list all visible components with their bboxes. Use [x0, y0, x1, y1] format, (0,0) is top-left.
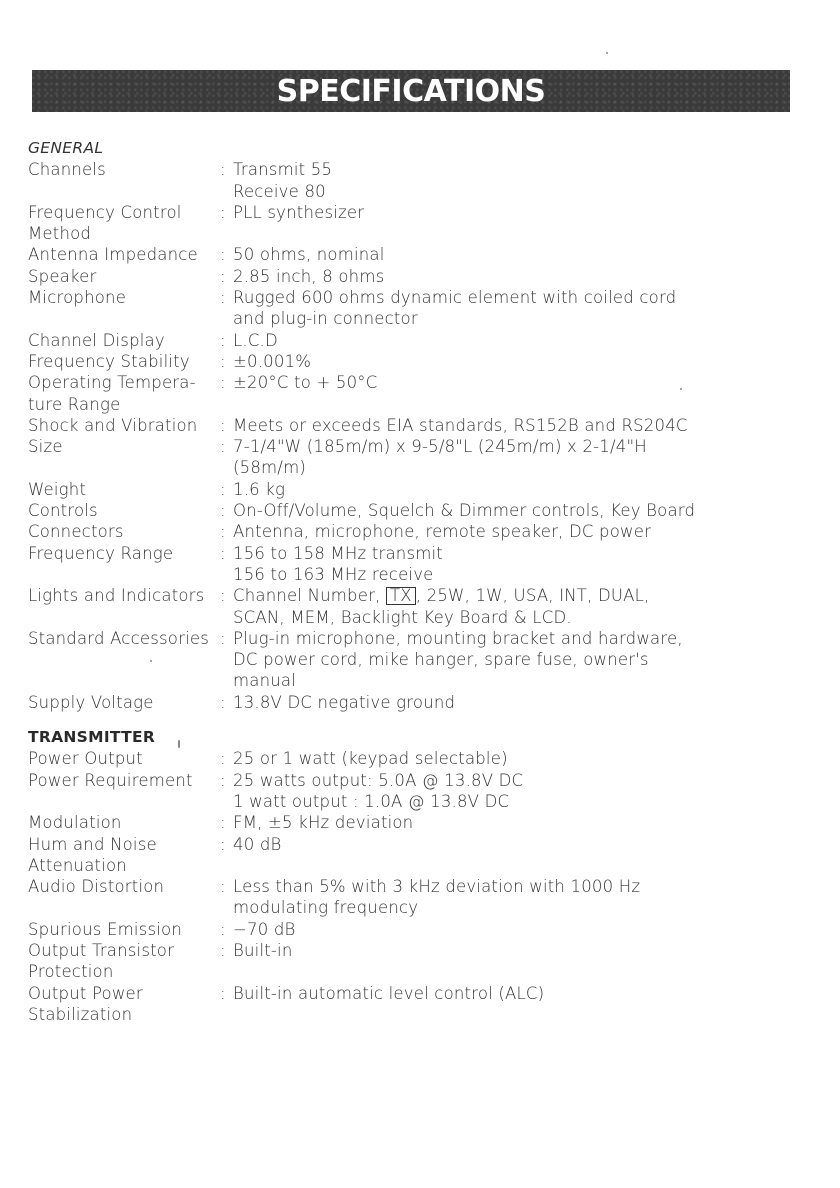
- spec-label-line: Shock and Vibration: [28, 415, 198, 435]
- spec-label-line: Connectors: [28, 522, 124, 542]
- spec-row: [28, 543, 818, 586]
- spec-row: [28, 159, 818, 202]
- spec-label: [28, 415, 220, 436]
- spec-label-line: Stabilization: [28, 1004, 133, 1024]
- spec-separator: :: [220, 813, 226, 833]
- spec-separator: :: [220, 373, 226, 393]
- spec-row: [28, 812, 818, 833]
- section-spacer: [28, 713, 818, 727]
- spec-label: [28, 585, 220, 628]
- spec-separator: :: [220, 749, 226, 769]
- spec-separator: :: [220, 501, 226, 521]
- spec-label-line: Frequency Range: [28, 543, 174, 563]
- spec-value-line: 50 ohms, nominal: [233, 245, 385, 265]
- spec-separator: :: [220, 266, 226, 286]
- spec-row: [28, 436, 818, 479]
- spec-label: [28, 202, 220, 245]
- spec-label-line: Attenuation: [28, 855, 127, 875]
- spec-label-line: Channel Display: [28, 330, 165, 350]
- spec-value: [233, 287, 818, 330]
- spec-value: [233, 748, 818, 769]
- spec-value-line: Built-in: [233, 940, 293, 960]
- spec-label-line: Antenna Impedance: [28, 245, 198, 265]
- spec-value: [233, 415, 818, 436]
- spec-value: [233, 628, 818, 692]
- spec-label-line: Weight: [28, 479, 87, 499]
- spec-label: [28, 628, 220, 692]
- tx-indicator-box: TX: [386, 587, 416, 605]
- spec-label-line: Spurious Emission: [28, 919, 182, 939]
- spec-value-line: Plug-in microphone, mounting bracket and hardware,: [233, 628, 683, 648]
- spec-value-line: 25 watts output: 5.0A @ 13.8V DC: [233, 770, 524, 790]
- spec-separator: :: [220, 692, 226, 712]
- page-title: SPECIFICATIONS: [276, 74, 546, 109]
- spec-value-line: ±20°C to + 50°C: [233, 373, 378, 393]
- spec-row: [28, 834, 818, 877]
- spec-label: [28, 770, 220, 813]
- spec-label-line: Lights and Indicators: [28, 586, 205, 606]
- spec-value-line: modulating frequency: [233, 898, 419, 918]
- spec-label: [28, 244, 220, 265]
- spec-label: [28, 543, 220, 586]
- spec-value: [233, 159, 818, 202]
- spec-row: [28, 500, 818, 521]
- spec-label-line: Standard Accessories: [28, 628, 210, 648]
- spec-value-line: DC power cord, mike hanger, spare fuse, owner's: [233, 650, 649, 670]
- spec-separator: :: [220, 919, 226, 939]
- scan-speck: [150, 660, 152, 662]
- spec-row: [28, 287, 818, 330]
- spec-label: [28, 351, 220, 372]
- spec-value: [233, 351, 818, 372]
- transmitter-spec-list: [28, 748, 818, 1025]
- spec-row: [28, 876, 818, 919]
- spec-value: [233, 436, 818, 479]
- spec-label: [28, 372, 220, 415]
- spec-value-line: Channel Number, TX , 25W, 1W, USA, INT, DUAL,: [233, 586, 650, 606]
- spec-label-line: Hum and Noise: [28, 834, 157, 854]
- spec-separator: :: [220, 628, 226, 648]
- spec-row: [28, 330, 818, 351]
- spec-label-line: Method: [28, 224, 92, 244]
- spec-value-line: 1 watt output : 1.0A @ 13.8V DC: [233, 791, 510, 811]
- spec-label: [28, 500, 220, 521]
- spec-value-line: −70 dB: [233, 919, 296, 939]
- spec-value-line: 13.8V DC negative ground: [233, 692, 456, 712]
- spec-row: [28, 351, 818, 372]
- spec-value: [233, 521, 818, 542]
- spec-separator: :: [220, 330, 226, 350]
- spec-separator: :: [220, 202, 226, 222]
- spec-value: [233, 585, 818, 628]
- spec-value: [233, 330, 818, 351]
- scan-speck: [680, 388, 682, 390]
- spec-value-line: 1.6 kg: [233, 479, 286, 499]
- spec-value: [233, 202, 818, 245]
- specifications-table: [28, 138, 818, 1025]
- spec-value-line: Less than 5% with 3 kHz deviation with 1000 Hz: [233, 877, 641, 897]
- spec-value: [233, 770, 818, 813]
- spec-label: [28, 159, 220, 202]
- spec-label-line: Controls: [28, 501, 98, 521]
- spec-value-line: PLL synthesizer: [233, 202, 365, 222]
- spec-row: [28, 202, 818, 245]
- spec-separator: :: [220, 479, 226, 499]
- spec-label: [28, 330, 220, 351]
- spec-row: [28, 748, 818, 769]
- spec-row: [28, 628, 818, 692]
- spec-label-line: ture Range: [28, 394, 121, 414]
- spec-value-line: Meets or exceeds EIA standards, RS152B and RS204C: [233, 415, 688, 435]
- spec-value-line: and plug-in connector: [233, 309, 418, 329]
- spec-value-line: FM, ±5 kHz deviation: [233, 813, 414, 833]
- spec-label: [28, 940, 220, 983]
- spec-row: [28, 585, 818, 628]
- spec-separator: :: [220, 522, 226, 542]
- scan-speck: [606, 52, 608, 54]
- spec-label-line: Output Power: [28, 983, 143, 1003]
- spec-separator: :: [220, 415, 226, 435]
- spec-label: [28, 479, 220, 500]
- spec-value: [233, 812, 818, 833]
- spec-value: [233, 692, 818, 713]
- specifications-banner: [32, 70, 790, 112]
- spec-label: [28, 436, 220, 479]
- spec-separator: :: [220, 543, 226, 563]
- spec-separator: :: [220, 586, 226, 606]
- spec-value: [233, 244, 818, 265]
- spec-separator: :: [220, 940, 226, 960]
- spec-label: [28, 983, 220, 1026]
- section-heading-general: GENERAL: [28, 139, 104, 157]
- spec-label-line: Supply Voltage: [28, 692, 154, 712]
- spec-value-line: On-Off/Volume, Squelch & Dimmer controls, Key Board: [233, 501, 696, 521]
- spec-value-line: 40 dB: [233, 834, 282, 854]
- spec-label-line: Frequency Stability: [28, 351, 190, 371]
- spec-value: [233, 372, 818, 415]
- spec-label: [28, 876, 220, 919]
- spec-label: [28, 521, 220, 542]
- spec-value: [233, 983, 818, 1026]
- spec-value-line: manual: [233, 671, 296, 691]
- general-spec-list: [28, 159, 818, 713]
- spec-value-line: (58m/m): [233, 458, 306, 478]
- spec-label-line: Size: [28, 437, 63, 457]
- spec-label-line: Modulation: [28, 813, 122, 833]
- spec-value: [233, 834, 818, 877]
- spec-row: [28, 244, 818, 265]
- spec-value: [233, 266, 818, 287]
- spec-label: [28, 266, 220, 287]
- spec-label-line: Audio Distortion: [28, 877, 165, 897]
- spec-row: [28, 521, 818, 542]
- spec-label-line: Protection: [28, 962, 114, 982]
- scan-speck: [178, 740, 180, 748]
- spec-value-line: 156 to 163 MHz receive: [233, 564, 434, 584]
- spec-label-line: Frequency Control: [28, 202, 182, 222]
- spec-value-line: SCAN, MEM, Backlight Key Board & LCD.: [233, 607, 572, 627]
- spec-label-line: Microphone: [28, 288, 127, 308]
- spec-label: [28, 812, 220, 833]
- spec-separator: :: [220, 351, 226, 371]
- spec-row: [28, 415, 818, 436]
- spec-separator: :: [220, 834, 226, 854]
- spec-value-line: Receive 80: [233, 181, 326, 201]
- spec-separator: :: [220, 437, 226, 457]
- spec-separator: :: [220, 877, 226, 897]
- spec-label-line: Speaker: [28, 266, 97, 286]
- spec-separator: :: [220, 770, 226, 790]
- spec-label: [28, 692, 220, 713]
- spec-label-line: Operating Tempera-: [28, 373, 196, 393]
- spec-value: [233, 500, 818, 521]
- spec-row: [28, 940, 818, 983]
- spec-label: [28, 834, 220, 877]
- spec-label-line: Output Transistor: [28, 940, 175, 960]
- spec-separator: :: [220, 245, 226, 265]
- spec-value-line: L.C.D: [233, 330, 278, 350]
- spec-value-line: 25 or 1 watt (keypad selectable): [233, 749, 508, 769]
- spec-separator: :: [220, 288, 226, 308]
- spec-label: [28, 919, 220, 940]
- spec-separator: :: [220, 160, 226, 180]
- spec-row: [28, 692, 818, 713]
- spec-value-line: ±0.001%: [233, 351, 312, 371]
- spec-value-line: Transmit 55: [233, 160, 333, 180]
- spec-label-line: Power Requirement: [28, 770, 193, 790]
- spec-row: [28, 372, 818, 415]
- spec-value: [233, 919, 818, 940]
- spec-label-line: Power Output: [28, 749, 143, 769]
- section-heading-transmitter: TRANSMITTER: [28, 728, 156, 747]
- spec-value: [233, 940, 818, 983]
- spec-row: [28, 919, 818, 940]
- spec-value-line: Antenna, microphone, remote speaker, DC power: [233, 522, 652, 542]
- spec-value-line: Rugged 600 ohms dynamic element with coiled cord: [233, 288, 677, 308]
- spec-value: [233, 479, 818, 500]
- spec-separator: :: [220, 983, 226, 1003]
- spec-row: [28, 983, 818, 1026]
- spec-value-line: 7-1/4"W (185m/m) x 9-5/8"L (245m/m) x 2-1/4"H: [233, 437, 647, 457]
- spec-value: [233, 876, 818, 919]
- spec-value-line: 2.85 inch, 8 ohms: [233, 266, 385, 286]
- spec-row: [28, 266, 818, 287]
- spec-label: [28, 287, 220, 330]
- spec-row: [28, 770, 818, 813]
- spec-value-line: Built-in automatic level control (ALC): [233, 983, 545, 1003]
- spec-label: [28, 748, 220, 769]
- spec-value: [233, 543, 818, 586]
- spec-row: [28, 479, 818, 500]
- spec-label-line: Channels: [28, 160, 106, 180]
- spec-value-line: 156 to 158 MHz transmit: [233, 543, 443, 563]
